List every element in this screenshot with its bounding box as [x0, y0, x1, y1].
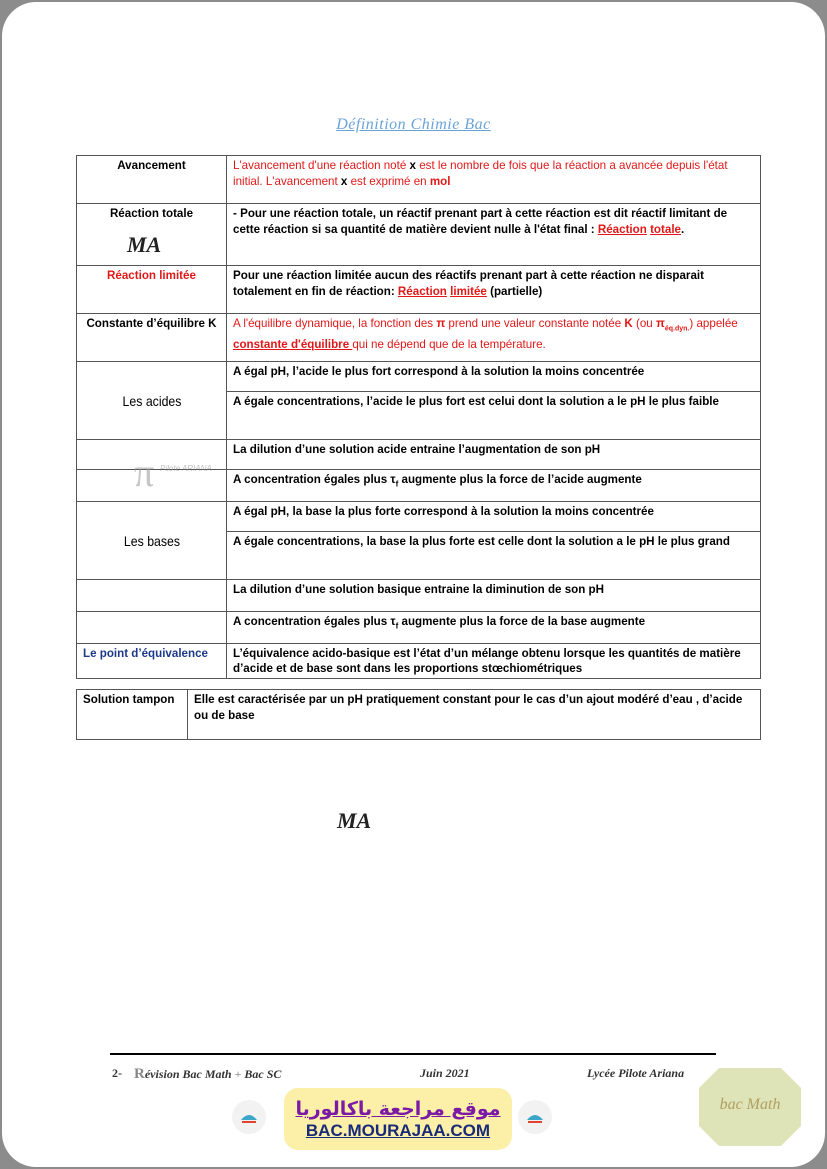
- text-segment: x: [409, 159, 416, 172]
- row-value-acides-dilution: La dilution d’une solution acide entraine l’augmentation de son pH: [227, 440, 761, 470]
- bac-math-badge-text: bac Math: [719, 1096, 781, 1113]
- row-value-bases-ph: A égal pH, la base la plus forte correspond à la solution la moins concentrée: [227, 502, 761, 532]
- ma-signature: MA: [337, 808, 372, 833]
- row-value-point-equivalence: L’équivalence acido-basique est l’état d’un mélange obtenu lorsque les quantités de matière d’acide et de base sont dans les proportions stœchiométriques: [227, 644, 761, 679]
- text-segment: totale: [650, 223, 681, 236]
- footer-date: Juin 2021: [420, 1066, 470, 1080]
- row-value-reaction-totale: [227, 204, 761, 266]
- pilote-watermark-logo: [134, 450, 214, 492]
- text-segment: constante d'équilibre: [233, 338, 353, 352]
- row-key-point-equivalence: Le point d’équivalence: [77, 644, 227, 679]
- banner-site-link[interactable]: BAC.MOURAJAA.COM: [305, 1121, 491, 1140]
- row-key-bases: Les bases: [86, 502, 218, 580]
- text-segment: est exprimé en: [347, 175, 430, 188]
- page-title: Définition Chimie Bac: [336, 116, 491, 133]
- row-key-empty: [77, 580, 227, 612]
- row-value-acides-tau: A concentration égales plus $\tau_f$ augmente plus la force de l’acide augmente: [227, 470, 761, 502]
- text-segment: prend une valeur constante notée: [445, 317, 625, 330]
- row-value-constante-equilibre: [227, 314, 761, 362]
- text-segment: π: [655, 317, 665, 330]
- mourajaa-banner[interactable]: [284, 1088, 512, 1150]
- row-key-empty: [77, 612, 227, 644]
- text-segment: limitée: [450, 285, 487, 298]
- text-segment: .: [680, 223, 685, 236]
- text-segment: Réaction: [397, 285, 447, 298]
- row-value-reaction-limitee: [227, 266, 761, 314]
- text-segment: K: [624, 317, 633, 330]
- footer-page-number: 2-: [112, 1066, 122, 1080]
- row-key-reaction-limitee: Réaction limitée: [77, 266, 227, 314]
- text-segment: qui ne dépend que de la température.: [352, 338, 546, 352]
- row-value-acides-ph: A égal pH, l’acide le plus fort correspond à la solution la moins concentrée: [227, 362, 761, 392]
- text-segment: (partielle): [486, 285, 543, 298]
- footer-revision: Révision Bac Math + Bac SC: [134, 1066, 282, 1082]
- text-segment: est le nombre de fois que la réaction a avancée depuis l'état initial. L'avancement: [233, 159, 728, 188]
- ma-watermark: MA: [127, 232, 162, 257]
- text-segment: mol: [429, 175, 451, 188]
- row-value-bases-concentration: A égale concentrations, la base la plus forte est celle dont la solution a le pH le plus grand: [227, 532, 761, 580]
- bac-math-badge: [697, 1066, 803, 1148]
- text-segment: Pour une réaction limitée aucun des réactifs prenant part à cette réaction ne disparait totalement en fin de réaction:: [233, 269, 704, 298]
- text-segment: (ou: [632, 317, 656, 330]
- tampon-table: [76, 689, 761, 740]
- text-segment: ) appelée: [689, 317, 738, 330]
- row-key-acides: Les acides: [86, 362, 218, 440]
- row-value-avancement: [227, 156, 761, 204]
- text-segment: L'avancement d'une réaction noté: [233, 159, 410, 172]
- row-value-bases-dilution: La dilution d’une solution basique entraine la diminution de son pH: [227, 580, 761, 612]
- text-segment: x: [340, 175, 348, 188]
- right-logo-icon: [518, 1100, 552, 1134]
- text-segment: A l'équilibre dynamique, la fonction des: [233, 317, 437, 330]
- svg-text:π: π: [134, 450, 155, 492]
- row-value-bases-tau: A concentration égales plus $\tau_f$ augmente plus la force de la base augmente: [227, 612, 761, 644]
- footer-divider: [110, 1053, 716, 1055]
- row-value-acides-concentration: A égale concentrations, l’acide le plus fort est celui dont la solution a le pH le plus faible: [227, 392, 761, 440]
- text-segment: éq.dyn.: [664, 325, 690, 333]
- left-logo-icon: [232, 1100, 266, 1134]
- tampon-key: Solution tampon: [77, 690, 188, 740]
- row-key-reaction-totale: Réaction totale: [77, 204, 227, 266]
- pilote-watermark-text: Pilote ARIANA: [160, 464, 212, 473]
- definitions-table: [76, 155, 761, 679]
- text-segment: Réaction: [597, 223, 647, 236]
- text-segment: π: [436, 317, 446, 330]
- row-key-constante-equilibre: Constante d’équilibre K: [77, 314, 227, 362]
- text-segment: - Pour une réaction totale, un réactif prenant part à cette réaction est dit réactif limitant de cette réaction si sa quantité de matière devient nulle à l'état final :: [233, 207, 728, 236]
- row-key-avancement: Avancement: [77, 156, 227, 204]
- banner-arabic-text: موقع مراجعة باكالوريا: [295, 1098, 501, 1120]
- footer-school: Lycée Pilote Ariana: [587, 1066, 685, 1080]
- tampon-value: Elle est caractérisée par un pH pratiquement constant pour le cas d’un ajout modéré d’eau , d’acide ou de base: [188, 690, 761, 740]
